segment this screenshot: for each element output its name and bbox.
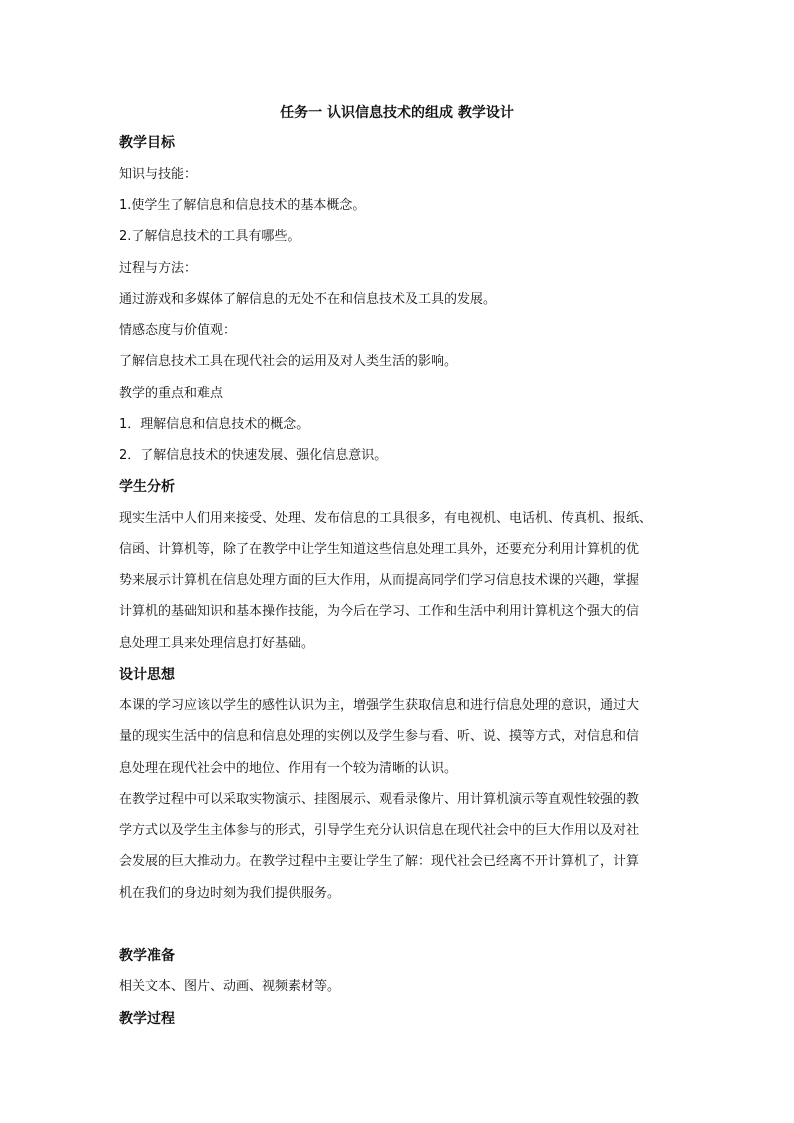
- teaching-process-heading: 教学过程: [119, 1011, 175, 1027]
- knowledge-item-2: 2.了解信息技术的工具有哪些。: [119, 229, 301, 244]
- paragraph-line: 本课的学习应该以学生的感性认识为主，增强学生获取信息和进行信息处理的意识，通过大: [119, 698, 640, 713]
- student-heading: 学生分析: [119, 479, 175, 495]
- process-method-text: 通过游戏和多媒体了解信息的无处不在和信息技术及工具的发展。: [119, 292, 497, 307]
- process-method-label: 过程与方法：: [119, 261, 198, 276]
- paragraph-line: 现实生活中人们用来接受、处理、发布信息的工具很多，有电视机、电话机、传真机、报纸、: [119, 511, 653, 526]
- key-point-1: 1．理解信息和信息技术的概念。: [119, 417, 310, 432]
- paragraph-line: 量的现实生活中的信息和信息处理的实例以及学生参与看、听、说、摸等方式，对信息和信: [119, 729, 640, 744]
- paragraph-line: 会发展的巨大推动力。在教学过程中主要让学生了解：现代社会已经离不开计算机了，计算: [119, 854, 640, 869]
- knowledge-item-1: 1.使学生了解信息和信息技术的基本概念。: [119, 198, 366, 213]
- paragraph-line: 机在我们的身边时刻为我们提供服务。: [119, 886, 341, 901]
- design-heading: 设计思想: [119, 667, 175, 683]
- attitude-text: 了解信息技术工具在现代社会的运用及对人类生活的影响。: [119, 354, 458, 369]
- key-points-label: 教学的重点和难点: [119, 386, 224, 401]
- paragraph-line: 息处理工具来处理信息打好基础。: [119, 636, 315, 651]
- prep-heading: 教学准备: [119, 948, 175, 964]
- paragraph-line: 计算机的基础知识和基本操作技能，为今后在学习、工作和生活中利用计算机这个强大的信: [119, 604, 640, 619]
- key-point-2: 2．了解信息技术的快速发展、强化信息意识。: [119, 448, 388, 463]
- paragraph-line: 信函、计算机等，除了在教学中让学生知道这些信息处理工具外，还要充分利用计算机的优: [119, 542, 640, 557]
- knowledge-label: 知识与技能：: [119, 167, 198, 182]
- paragraph-line: 学方式以及学生主体参与的形式，引导学生充分认识信息在现代社会中的巨大作用以及对社: [119, 823, 640, 838]
- prep-text: 相关文本、图片、动画、视频素材等。: [119, 979, 341, 994]
- document-title: 任务一 认识信息技术的组成 教学设计: [280, 105, 514, 121]
- paragraph-line: 息处理在现代社会中的地位、作用有一个较为清晰的认识。: [119, 761, 458, 776]
- attitude-label: 情感态度与价值观：: [119, 323, 237, 338]
- paragraph-line: 在教学过程中可以采取实物演示、挂图展示、观看录像片、用计算机演示等直观性较强的教: [119, 792, 640, 807]
- goals-heading: 教学目标: [119, 135, 175, 151]
- paragraph-line: 势来展示计算机在信息处理方面的巨大作用，从而提高同学们学习信息技术课的兴趣，掌握: [119, 573, 640, 588]
